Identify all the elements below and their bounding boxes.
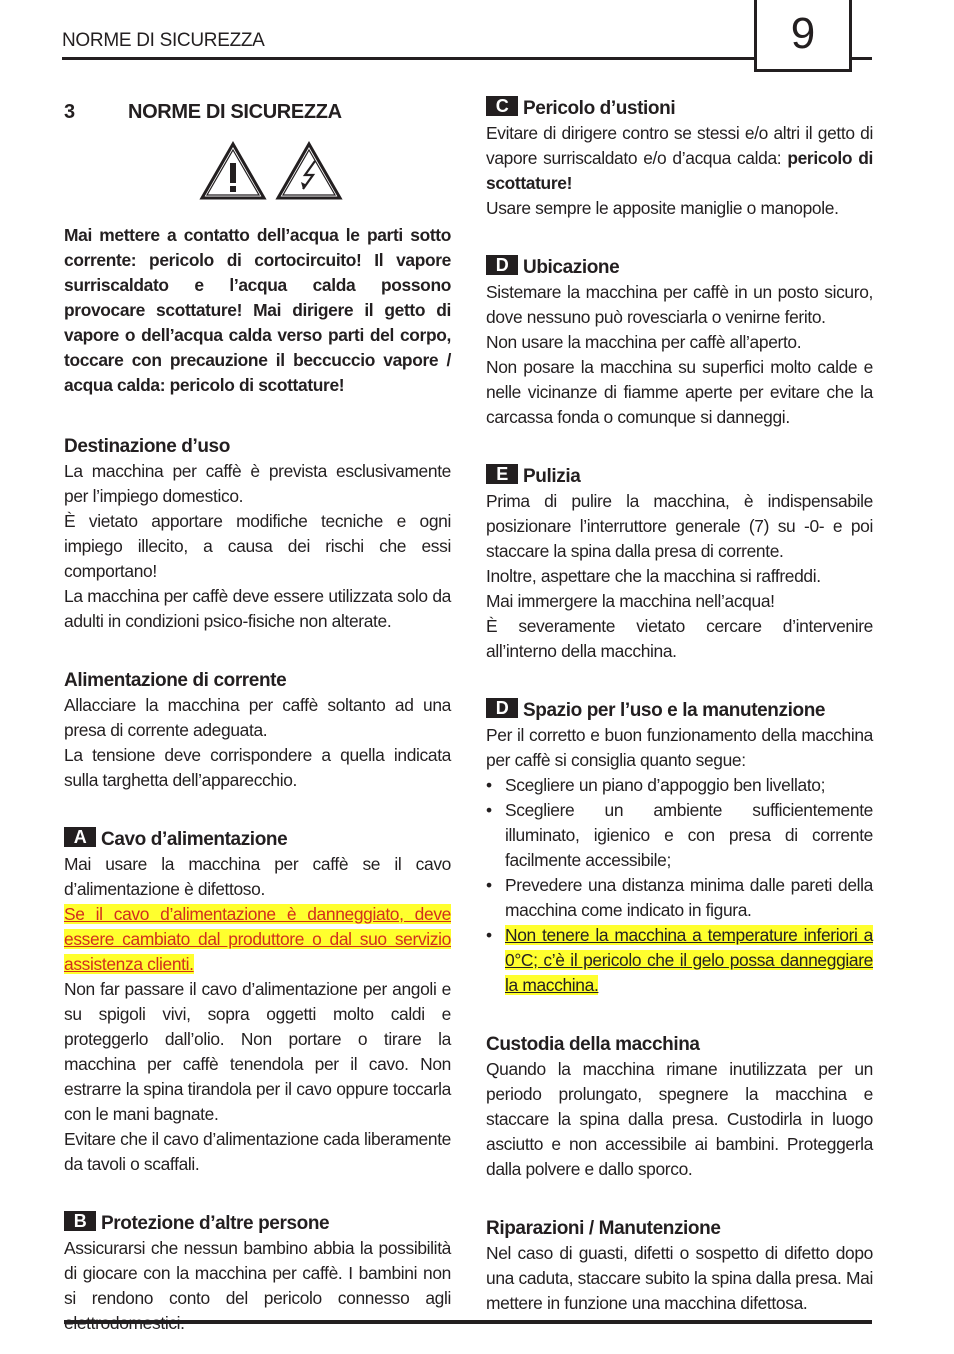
- section-number: 3: [64, 101, 75, 123]
- warning-paragraph: Mai mettere a contatto dell’acqua le parti sotto corrente: pericolo di cortocircuito! Il vapore surriscaldato e l’acqua calda possono provocare scottature! Mai dirigere il getto di vapore o dell’acqua calda verso parti del corpo, toccare con precauzione il beccuccio vapore / acqua calda: pericolo di scottature!: [64, 225, 451, 395]
- cavo-title: Cavo d’alimentazione: [101, 829, 288, 850]
- badge-e: E: [486, 464, 518, 484]
- left-column: [64, 96, 451, 1336]
- cavo-highlight: Se il cavo d’alimentazione è danneggiato, deve essere cambiato dal produttore o dal suo servizio assistenza clienti.: [64, 904, 451, 974]
- section-pulizia: [486, 464, 873, 664]
- section-destinazione: [64, 434, 451, 634]
- pulizia-title: Pulizia: [523, 466, 581, 487]
- ubicazione-heading: [486, 255, 873, 280]
- section-alimentazione: [64, 668, 451, 793]
- protezione-p1: Assicurarsi che nessun bambino abbia la possibilità di giocare con la macchina per caffè. I bambini non si rendono conto del pericolo connesso agli: [64, 1238, 451, 1308]
- section-custodia: [486, 1032, 873, 1182]
- spazio-heading: [486, 698, 873, 723]
- section-heading: [64, 96, 451, 125]
- section-title: NORME DI SICUREZZA: [128, 101, 342, 123]
- section-ubicazione: [486, 255, 873, 430]
- ubicazione-p2: Non usare la macchina per caffè all’aperto.: [486, 332, 802, 352]
- cavo-warning: [64, 902, 451, 977]
- header-rule: [62, 57, 872, 60]
- destinazione-title: Destinazione d’uso: [64, 436, 230, 457]
- ubicazione-p3: Non posare la macchina su superfici molto calde e nelle vicinanze di fiamme aperte per evitare che la carcassa fonda o comunque si danneggi.: [486, 357, 873, 427]
- pulizia-p4: È severamente vietato cercare d’intervenire all’interno della macchina.: [486, 616, 873, 661]
- riparazioni-title: Riparazioni / Manutenzione: [486, 1218, 721, 1239]
- cavo-p4: Evitare che il cavo d’alimentazione cada liberamente da tavoli o scaffali.: [64, 1129, 451, 1174]
- alimentazione-title: Alimentazione di corrente: [64, 670, 287, 691]
- section-cavo: [64, 827, 451, 1177]
- cavo-heading: [64, 827, 451, 852]
- ustioni-p1-bold: pericolo di scottature!: [486, 148, 873, 193]
- cavo-p1: Mai usare la macchina per caffè se il cavo d’alimentazione è difettoso.: [64, 854, 451, 899]
- ubicazione-p1: Sistemare la macchina per caffè in un posto sicuro, dove nessuno può rovesciarla o venirne ferito.: [486, 282, 873, 327]
- list-item-warning: [486, 923, 873, 998]
- running-header: NORME DI SICUREZZA: [62, 30, 265, 51]
- badge-c: C: [486, 96, 518, 116]
- ustioni-title: Pericolo d’ustioni: [523, 98, 676, 119]
- ustioni-p1: [486, 121, 873, 196]
- spazio-p1: Per il corretto e buon funzionamento della macchina per caffè si consiglia quanto segue:: [486, 725, 873, 770]
- ustioni-p2: Usare sempre le apposite maniglie o manopole.: [486, 198, 839, 218]
- destinazione-p1: La macchina per caffè è prevista esclusivamente per l’impiego domestico.: [64, 461, 451, 506]
- spazio-list: [486, 773, 873, 998]
- pulizia-p2: Inoltre, aspettare che la macchina si raffreddi.: [486, 566, 821, 586]
- list-item: • Scegliere un ambiente sufficientemente illuminato, igienico e con presa di corrente facilmente accessibile;: [486, 798, 873, 873]
- spazio-highlight: Non tenere la macchina a temperature inferiori a 0°C; c’è il pericolo che il gelo possa danneggiare la macchina.: [505, 925, 873, 995]
- footer-rule: [64, 1320, 872, 1324]
- destinazione-p2: È vietato apportare modifiche tecniche e ogni impiego illecito, a causa dei rischi che essi comportano!: [64, 511, 451, 581]
- hazard-icons: [90, 141, 451, 201]
- cavo-p3: Non far passare il cavo d’alimentazione per angoli e su spigoli vivi, sopra oggetti molto caldi e proteggerlo dall’olio. Non portare o tirare la macchina per caffè tenendola per il cavo. Non estrarre la spina tirandola per il cavo oppure toccarla con le mani bagnate.: [64, 979, 451, 1124]
- spazio-title: Spazio per l’uso e la manutenzione: [523, 700, 826, 721]
- electric-hazard-icon: [275, 141, 343, 201]
- list-item: • Scegliere un piano d’appoggio ben livellato;: [486, 773, 873, 798]
- warning-exclamation-icon: [199, 141, 267, 201]
- protezione-heading: [64, 1211, 451, 1236]
- badge-b: B: [64, 1211, 96, 1231]
- ustioni-p1-text: Evitare di dirigere contro se stessi e/o altri il getto di vapore surriscaldato e/o d’acqua calda:: [486, 123, 873, 168]
- badge-a: A: [64, 827, 96, 847]
- section-riparazioni: [486, 1216, 873, 1316]
- right-column: [486, 96, 873, 1316]
- custodia-p1: Quando la macchina rimane inutilizzata per un periodo prolungato, spegnere la macchina e staccare la spina dalla presa. Custodirla in luogo asciutto e non accessibile ai bambini. Proteggerla dalla polvere e dallo sporco.: [486, 1059, 873, 1179]
- pulizia-p3: Mai immergere la macchina nell’acqua!: [486, 591, 775, 611]
- section-spazio: [486, 698, 873, 998]
- badge-d-second: D: [486, 698, 518, 718]
- alimentazione-p1: Allacciare la macchina per caffè soltanto ad una presa di corrente adeguata.: [64, 695, 451, 740]
- ubicazione-title: Ubicazione: [523, 257, 620, 278]
- protezione-title: Protezione d’altre persone: [101, 1213, 330, 1234]
- page-number: 9: [754, 0, 852, 72]
- list-item: • Prevedere una distanza minima dalle pareti della macchina come indicato in figura.: [486, 873, 873, 923]
- destinazione-p3: La macchina per caffè deve essere utilizzata solo da adulti in condizioni psico-fisiche non alterate.: [64, 586, 451, 631]
- badge-d: D: [486, 255, 518, 275]
- pulizia-heading: [486, 464, 873, 489]
- pulizia-p1: Prima di pulire la macchina, è indispensabile posizionare l’interruttore generale (7) su -0- e poi staccare la spina dalla presa di corrente.: [486, 491, 873, 561]
- alimentazione-p2: La tensione deve corrispondere a quella indicata sulla targhetta dell’apparecchio.: [64, 745, 451, 790]
- section-ustioni: [486, 96, 873, 221]
- riparazioni-p1: Nel caso di guasti, difetti o sospetto di difetto dopo una caduta, staccare subito la spina dalla presa. Mai mettere in funzione una macchina difettosa.: [486, 1243, 873, 1313]
- section-protezione: [64, 1211, 451, 1336]
- custodia-title: Custodia della macchina: [486, 1034, 700, 1055]
- ustioni-heading: [486, 96, 873, 121]
